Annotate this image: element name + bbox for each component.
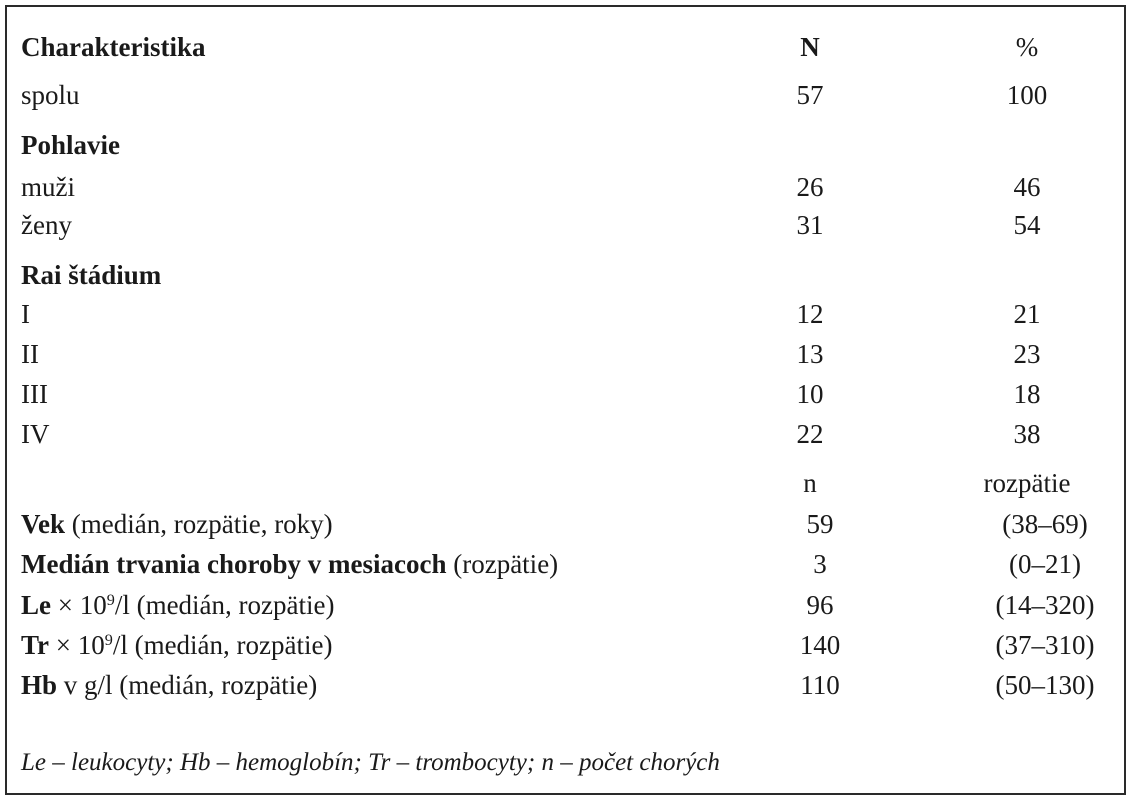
row-label: muži xyxy=(21,172,75,202)
row-label: II xyxy=(21,339,39,369)
row-percent: 23 xyxy=(1013,339,1041,369)
stats-row-hemoglobin xyxy=(7,665,1124,705)
row-n: 10 xyxy=(796,379,824,409)
stats-label-bold: Vek xyxy=(21,509,66,539)
row-percent: 38 xyxy=(1013,419,1041,449)
stats-range: (0–21) xyxy=(1009,549,1081,579)
subheader-n: n xyxy=(803,468,817,498)
stats-n: 96 xyxy=(806,590,834,620)
table-footnote: Le – leukocyty; Hb – hemoglobín; Tr – trombocyty; n – počet chorých xyxy=(21,749,720,776)
stats-label-sup: 9 xyxy=(106,591,115,610)
stats-n: 140 xyxy=(799,630,841,660)
table-row xyxy=(7,205,1124,245)
table-row xyxy=(7,414,1124,454)
stats-label-rest: (medián, rozpätie, roky) xyxy=(65,509,333,539)
stats-range: (14–320) xyxy=(995,590,1095,620)
section-heading-row xyxy=(7,255,1124,295)
stats-range: (37–310) xyxy=(995,630,1095,660)
stats-label-rest: (rozpätie) xyxy=(446,549,559,579)
row-n: 13 xyxy=(796,339,824,369)
stats-label-mid: × 10 xyxy=(49,630,105,660)
row-label: I xyxy=(21,299,30,329)
stats-subheader-row xyxy=(7,463,1124,503)
table-row xyxy=(7,294,1124,334)
row-percent: 100 xyxy=(1006,80,1048,110)
row-n: 57 xyxy=(796,80,824,110)
stats-label-mid: × 10 xyxy=(51,590,107,620)
stats-label-rest: v g/l (medián, rozpätie) xyxy=(57,670,318,700)
table-header-row xyxy=(7,27,1124,67)
stats-range: (38–69) xyxy=(1002,509,1088,539)
table-row xyxy=(7,167,1124,207)
stats-n: 3 xyxy=(813,549,827,579)
stats-label-sup: 9 xyxy=(104,631,113,650)
subheader-range: rozpätie xyxy=(983,468,1071,498)
row-percent: 54 xyxy=(1013,210,1041,240)
stats-label xyxy=(21,665,317,705)
row-n: 31 xyxy=(796,210,824,240)
row-n: 12 xyxy=(796,299,824,329)
stats-label-bold: Medián trvania choroby v mesiacoch xyxy=(21,549,447,579)
row-label: spolu xyxy=(21,80,80,110)
stats-row-leukocytes xyxy=(7,585,1124,625)
row-n: 26 xyxy=(796,172,824,202)
header-percent: % xyxy=(1015,32,1039,62)
characteristics-table xyxy=(5,5,1126,795)
stats-row-disease-duration xyxy=(7,544,1124,584)
row-label: IV xyxy=(21,419,50,449)
stats-label-bold: Hb xyxy=(21,670,58,700)
table-row xyxy=(7,75,1124,115)
stats-label-rest: /l (medián, rozpätie) xyxy=(114,590,335,620)
row-percent: 21 xyxy=(1013,299,1041,329)
stats-n: 110 xyxy=(800,670,840,700)
header-n: N xyxy=(800,32,820,62)
stats-label xyxy=(21,504,333,544)
stats-label-bold: Tr xyxy=(21,630,49,660)
section-heading-sex: Pohlavie xyxy=(21,130,120,160)
row-n: 22 xyxy=(796,419,824,449)
table-row xyxy=(7,374,1124,414)
stats-row-thrombocytes xyxy=(7,625,1124,665)
section-heading-rai-stage: Rai štádium xyxy=(21,260,162,290)
section-heading-row xyxy=(7,125,1124,165)
row-percent: 18 xyxy=(1013,379,1041,409)
stats-range: (50–130) xyxy=(995,670,1095,700)
header-characteristic: Charakteristika xyxy=(21,32,206,62)
stats-label-bold: Le xyxy=(21,590,51,620)
stats-label xyxy=(21,585,334,625)
row-label: ženy xyxy=(21,210,72,240)
stats-label xyxy=(21,544,558,584)
stats-label-rest: /l (medián, rozpätie) xyxy=(112,630,333,660)
table-row xyxy=(7,334,1124,374)
stats-label xyxy=(21,625,332,665)
row-label: III xyxy=(21,379,48,409)
stats-n: 59 xyxy=(806,509,834,539)
row-percent: 46 xyxy=(1013,172,1041,202)
stats-row-age xyxy=(7,504,1124,544)
